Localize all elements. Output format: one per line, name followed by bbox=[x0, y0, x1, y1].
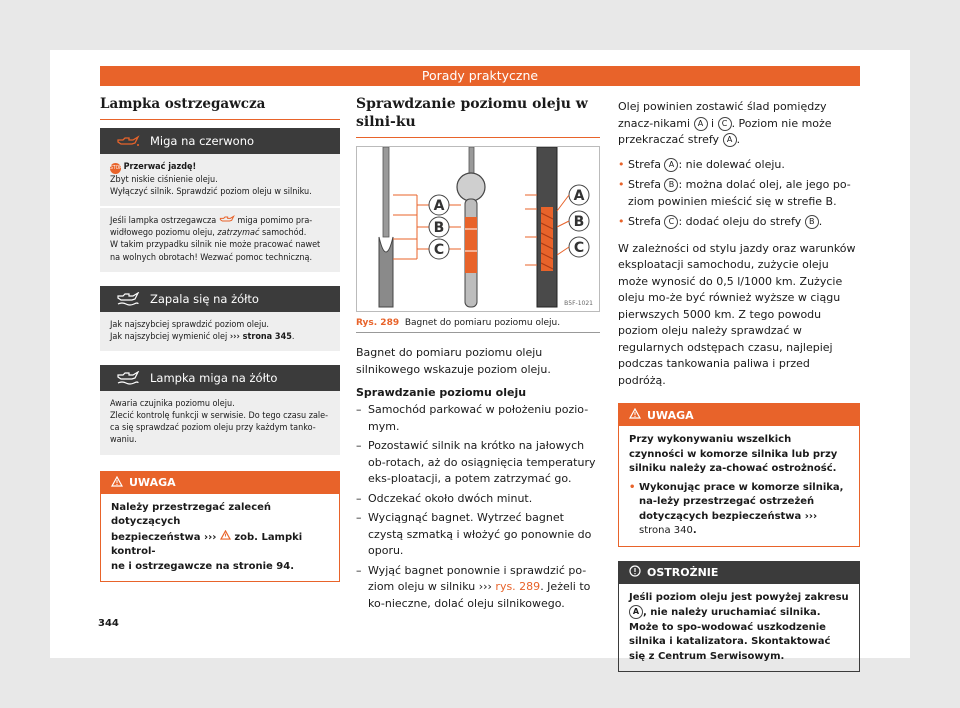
page-number: 344 bbox=[98, 618, 119, 629]
p1-text-a: Olej powinien zostawić ślad pomiędzy znacz-nikami bbox=[618, 100, 827, 130]
info-box-red-note bbox=[100, 206, 340, 272]
warning-body: Przy wykonywaniu wszelkich czynności w komorze silnika lub przy silniku należy za-chować ostrożność. • Wykonując prace w komorze silnika, na-leży przestrzegać ostrzeżeń dotyczących bezpieczeństwa ››› strona 340. bbox=[619, 426, 859, 546]
bar-label: Lampka miga na żółto bbox=[150, 371, 278, 385]
list-item: – Pozostawić silnik na krótko na jałowych ob-rotach, aż do osiągnięcia temperatury eks-ploatacji, a potem zatrzymać go. bbox=[356, 438, 600, 488]
fig-label-a-left: A bbox=[433, 198, 445, 214]
warning-title: UWAGA bbox=[129, 476, 176, 490]
oil-level-icon bbox=[110, 371, 146, 385]
info-box-red bbox=[100, 154, 340, 206]
warning-text-a: Należy przestrzegać zaleceń dotyczących bbox=[111, 501, 272, 528]
page-340-link[interactable]: strona 340 bbox=[639, 525, 693, 536]
marker-a-icon: A bbox=[694, 117, 708, 131]
fig-label-b-left: B bbox=[433, 220, 445, 236]
zone-word: Strefa bbox=[628, 215, 661, 228]
note-text-a: Jeśli lampka ostrzegawcza bbox=[110, 216, 217, 227]
page-header: Porady praktyczne bbox=[100, 66, 860, 86]
warning-link[interactable]: zob. Lampki kontrol- bbox=[111, 531, 303, 558]
caption-text: Bagnet do pomiaru poziomu oleju. bbox=[404, 318, 561, 328]
sensor-text-a: Awaria czujnika poziomu oleju. bbox=[110, 399, 235, 409]
bullet-zone-c: • Strefa C : dodać oleju do strefy B . bbox=[618, 215, 823, 228]
oil-can-red-icon bbox=[219, 216, 235, 226]
dipstick-illustration bbox=[357, 147, 599, 311]
bullet-zone-b: • Strefa B : można dolać olej, ale jego po-ziom powinien mieścić się w strefie B. bbox=[618, 178, 851, 208]
sensor-text-b: Zlecić kontrolę funkcji w serwisie. Do tego czasu zale- bbox=[110, 411, 329, 422]
section-title-oil-check: Sprawdzanie poziomu oleju w silni-ku bbox=[356, 96, 600, 138]
fig-label-a-right: A bbox=[573, 188, 585, 204]
marker-b-icon: B bbox=[805, 215, 819, 229]
check-oil-text: Jak najszybciej sprawdzić poziom oleju. bbox=[110, 319, 269, 330]
note-text-b: miga pomimo pra- bbox=[237, 216, 313, 227]
marker-c-icon: C bbox=[718, 117, 732, 131]
note-text-d: samochód. bbox=[262, 228, 307, 239]
note-italic: zatrzymać bbox=[217, 228, 260, 239]
marker-b-icon: B bbox=[664, 178, 678, 192]
p1-text-d: . bbox=[736, 133, 741, 146]
warning-body bbox=[101, 494, 339, 582]
column-right bbox=[618, 99, 860, 672]
section-title-warning-lamp: Lampka ostrzegawcza bbox=[100, 96, 340, 120]
warning-link-cont[interactable]: ne i ostrzegawcze na stronie 94. bbox=[111, 560, 294, 572]
marker-a-icon: A bbox=[723, 133, 737, 147]
warning-title: UWAGA bbox=[647, 408, 694, 422]
sensor-text-c: ca się sprawdzać poziom oleju przy każdym tanko- bbox=[110, 423, 316, 434]
note-text-c: widłowego poziomu oleju, bbox=[110, 228, 215, 239]
intro-text: Bagnet do pomiaru poziomu oleju silnikowego wskazuje poziom oleju. bbox=[356, 346, 551, 376]
replace-oil-text: Jak najszybciej wymienić olej bbox=[110, 331, 228, 342]
marker-a-icon: A bbox=[664, 158, 678, 172]
column-middle bbox=[356, 96, 600, 612]
list-item-text: Wyjąć bagnet ponownie i sprawdzić po-ziom oleju w silniku ››› bbox=[368, 563, 587, 593]
caution-text-b: , nie należy uruchamiać silnika. Może to spo-wodować uszkodzenie silnika i katalizatora. Skontaktować się z Centrum Serwisowym. bbox=[629, 607, 831, 662]
warning-text-2: Wykonując prace w komorze silnika, na-leży przestrzegać ostrzeżeń dotyczących bezpieczeństwa ››› bbox=[639, 481, 844, 522]
list-item-text: Wyciągnąć bagnet. Wytrzeć bagnet czystą szmatką i włożyć go ponownie do oporu. bbox=[368, 511, 592, 557]
stop-icon: STOP bbox=[110, 163, 121, 174]
bar-label: Zapala się na żółto bbox=[150, 291, 259, 306]
dipstick-figure bbox=[356, 146, 600, 312]
p1-text-c: . Poziom nie może przekraczać strefy bbox=[618, 116, 832, 146]
sensor-text-d: waniu. bbox=[110, 435, 137, 446]
warning-triangle-icon bbox=[629, 408, 641, 422]
marker-c-icon: C bbox=[664, 215, 678, 229]
bar-label: Miga na czerwono bbox=[150, 133, 255, 148]
caption-number: Rys. 289 bbox=[356, 318, 400, 328]
fig-label-c-right: C bbox=[573, 240, 585, 256]
warning-box-right bbox=[618, 403, 860, 547]
zone-b-text: : można dolać olej, ale jego po-ziom powinien mieścić się w strefie B. bbox=[628, 178, 851, 208]
bar-lit-yellow bbox=[100, 286, 340, 312]
figure-289-link[interactable]: rys. 289 bbox=[495, 580, 541, 593]
caution-header bbox=[619, 562, 859, 584]
note-text-e: W takim przypadku silnik nie może pracować nawet bbox=[110, 240, 321, 251]
fig-label-c-left: C bbox=[433, 242, 445, 258]
period: . bbox=[291, 331, 295, 342]
marker-paragraph bbox=[618, 99, 860, 149]
column-left bbox=[100, 96, 340, 582]
warning-triangle-icon bbox=[220, 532, 231, 543]
list-item: – Odczekać około dwóch minut. bbox=[356, 491, 600, 508]
info-circle-icon bbox=[629, 565, 641, 580]
warning-header bbox=[101, 472, 339, 494]
caution-body bbox=[619, 584, 859, 672]
caution-box bbox=[618, 561, 860, 673]
period: . bbox=[692, 525, 697, 536]
figure-caption bbox=[356, 318, 600, 333]
note-text-f: na wolnych obrotach! Wezwać pomoc techniczną. bbox=[110, 252, 313, 263]
p1-text-b: i bbox=[711, 116, 715, 130]
warning-text-1: Przy wykonywaniu wszelkich czynności w komorze silnika lub przy silniku należy za-chować ostrożność. bbox=[629, 434, 838, 474]
bar-flashing-red bbox=[100, 128, 340, 154]
figure-code: B5F-1021 bbox=[564, 300, 593, 307]
oil-can-red-icon bbox=[110, 135, 146, 147]
info-box-sensor bbox=[100, 391, 340, 455]
list-item: – Samochód parkować w położeniu pozio-mym. bbox=[356, 402, 600, 435]
warning-triangle-icon bbox=[111, 476, 123, 490]
list-item: – Wyjąć bagnet ponownie i sprawdzić po-ziom oleju w silniku ››› rys. 289. Jeżeli to ko-nieczne, dolać oleju silnikowego. bbox=[356, 563, 591, 610]
list-item-text-end: . Jeżeli to ko-nieczne, dolać oleju silnikowego. bbox=[368, 580, 591, 610]
stop-driving-text: Przerwać jazdę! bbox=[123, 161, 197, 172]
low-pressure-text: Zbyt niskie ciśnienie oleju. bbox=[110, 174, 218, 185]
warning-text-b: bezpieczeństwa ››› bbox=[111, 531, 217, 543]
caution-title: OSTROŻNIE bbox=[647, 566, 719, 579]
info-box-yellow bbox=[100, 312, 340, 351]
zone-word: Strefa bbox=[628, 157, 661, 171]
zone-a-text: : nie dolewać oleju. bbox=[678, 157, 785, 171]
warning-header bbox=[619, 404, 859, 426]
marker-a-icon: A bbox=[629, 605, 643, 619]
list-item-text: Pozostawić silnik na krótko na jałowych ob-rotach, aż do osiągnięcia temperatury eks-ploatacji, a potem zatrzymać go. bbox=[368, 439, 596, 485]
subheading: Sprawdzanie poziomu oleju bbox=[356, 386, 527, 399]
zone-c-text: : dodać oleju do strefy bbox=[678, 215, 802, 228]
zone-c-end: . bbox=[818, 215, 823, 228]
list-item: – Wyciągnąć bagnet. Wytrzeć bagnet czystą szmatką i włożyć go ponownie do oporu. bbox=[356, 510, 600, 560]
list-item-text: Odczekać około dwóch minut. bbox=[368, 491, 533, 505]
list-item-text: Samochód parkować w położeniu pozio-mym. bbox=[368, 403, 589, 433]
bullet-zone-a: • Strefa A : nie dolewać oleju. bbox=[618, 157, 785, 171]
fig-label-b-right: B bbox=[573, 214, 585, 230]
zone-word: Strefa bbox=[628, 178, 661, 191]
bar-flashing-yellow bbox=[100, 365, 340, 391]
caution-text-a: Jeśli poziom oleju jest powyżej zakresu bbox=[629, 591, 849, 603]
page-345-link[interactable]: ››› strona 345 bbox=[229, 331, 292, 342]
consumption-paragraph: W zależności od stylu jazdy oraz warunków eksploatacji samochodu, zużycie oleju może wynosić do 0,5 l/1000 km. Zużycie oleju mo-że być również wyższe w ciągu pierwszych 5000 km. Z tego powodu poziom oleju należy sprawdzać w regularnych odstępach czasu, najlepiej podczas tankowania paliwa i przed podróżą. bbox=[618, 241, 856, 387]
turn-off-text: Wyłączyć silnik. Sprawdzić poziom oleju w silniku. bbox=[110, 187, 312, 198]
oil-level-icon bbox=[110, 292, 146, 306]
warning-box-left bbox=[100, 471, 340, 583]
